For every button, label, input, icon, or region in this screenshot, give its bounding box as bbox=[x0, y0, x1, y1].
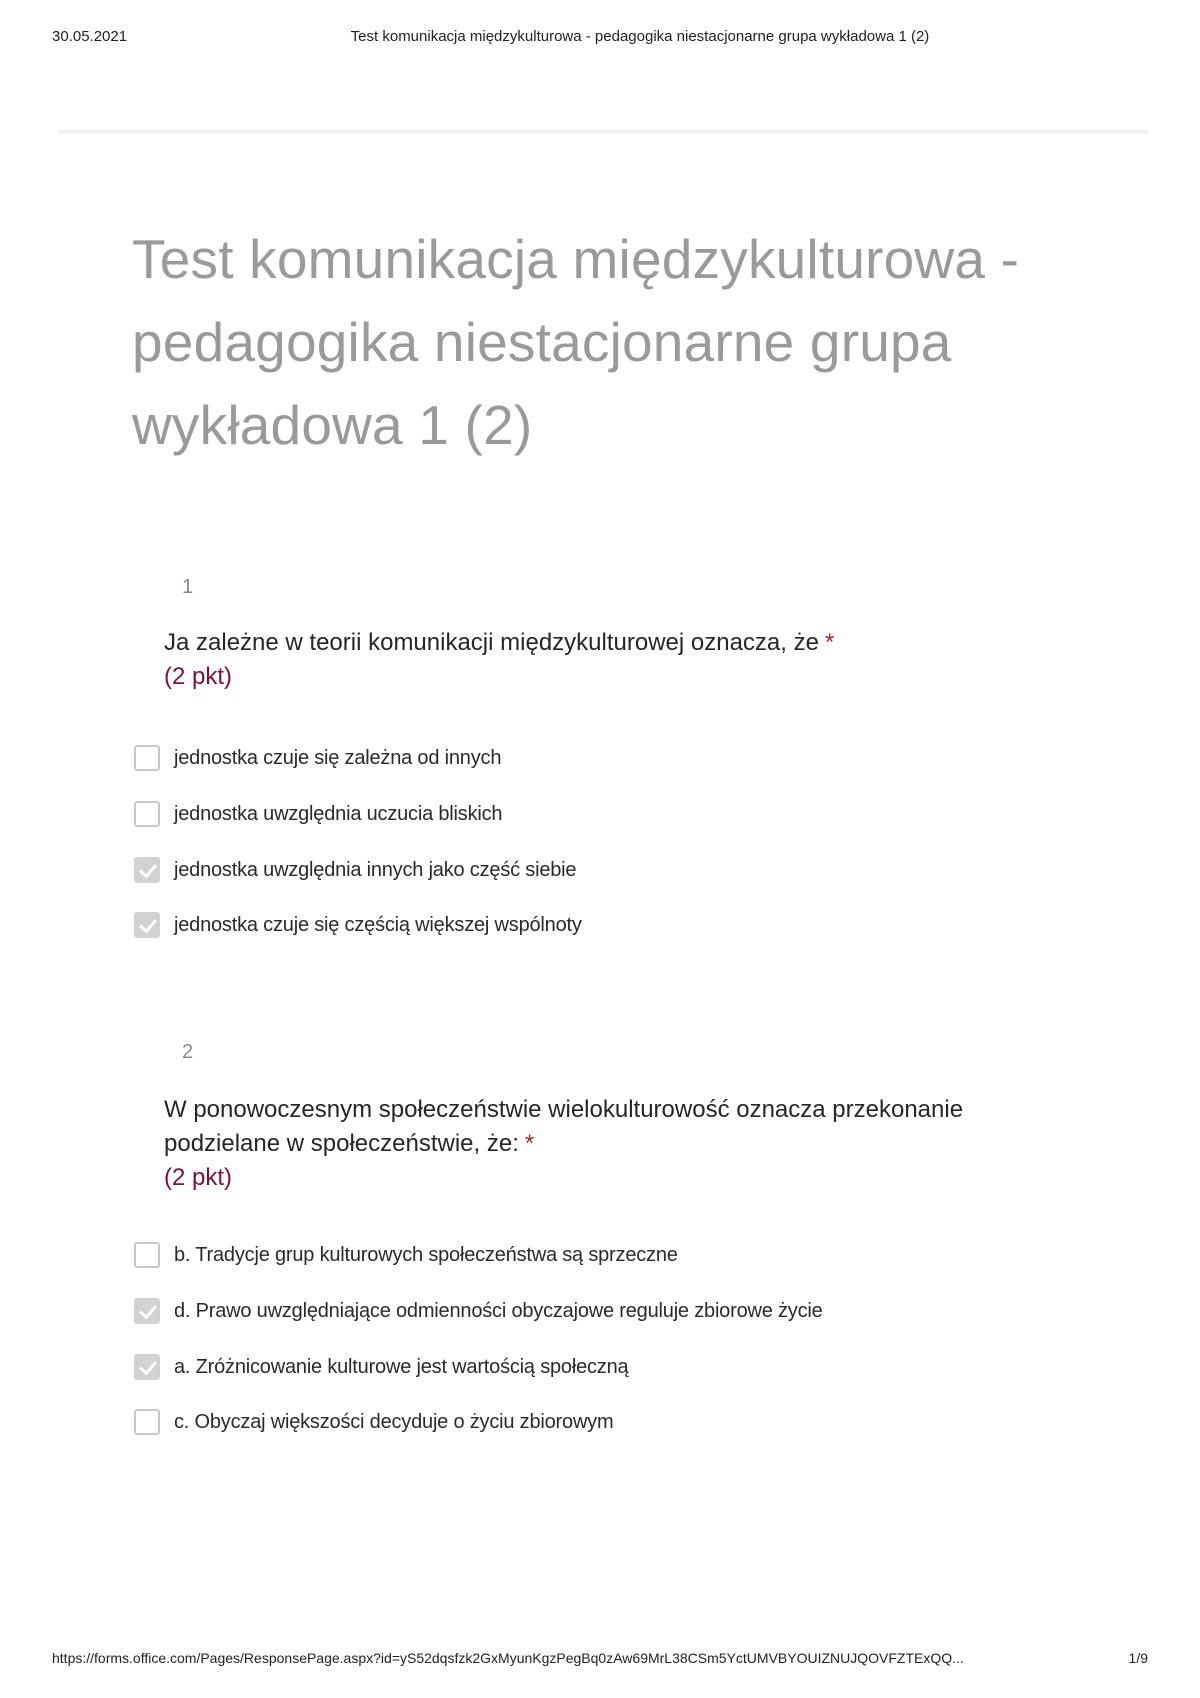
form-title bbox=[132, 218, 1112, 467]
question-text-line: Ja zależne w teorii komunikacji międzykulturowej oznacza, że bbox=[164, 629, 819, 656]
question-points: (2 pkt) bbox=[164, 663, 233, 690]
question-number: 1 bbox=[182, 576, 194, 598]
answer-option-label: jednostka czuje się częścią większej wspólnoty bbox=[174, 913, 582, 936]
checkbox-unchecked[interactable] bbox=[134, 801, 160, 827]
print-footer bbox=[52, 1650, 1148, 1670]
question-text bbox=[164, 1093, 1064, 1195]
form-title-line: wykładowa 1 (2) bbox=[132, 394, 533, 456]
answer-option-label: a. Zróżnicowanie kulturowe jest wartością społeczną bbox=[174, 1355, 629, 1378]
answer-option[interactable] bbox=[134, 855, 576, 885]
checkbox-checked[interactable] bbox=[134, 1298, 160, 1324]
answer-option-label: jednostka uwzględnia innych jako część siebie bbox=[174, 858, 577, 881]
answer-option-label: c. Obyczaj większości decyduje o życiu zbiorowym bbox=[174, 1410, 614, 1433]
page-number: 1/9 bbox=[1128, 1650, 1148, 1666]
answer-option[interactable] bbox=[134, 1240, 678, 1270]
question-points: (2 pkt) bbox=[164, 1164, 233, 1191]
form-header-divider bbox=[58, 130, 1148, 134]
answer-option-label: b. Tradycje grup kulturowych społeczeństwa są sprzeczne bbox=[174, 1243, 678, 1266]
answer-option[interactable] bbox=[134, 1296, 823, 1326]
answer-option-label: jednostka uwzględnia uczucia bliskich bbox=[174, 802, 503, 825]
question-text-line: W ponowoczesnym społeczeństwie wielokulturowość oznacza przekonanie bbox=[164, 1096, 964, 1123]
required-asterisk: * bbox=[524, 1130, 535, 1157]
checkbox-unchecked[interactable] bbox=[134, 745, 160, 771]
form-title-line: pedagogika niestacjonarne grupa bbox=[132, 311, 952, 373]
print-url: https://forms.office.com/Pages/ResponsePage.aspx?id=yS52dqsfzk2GxMyunKgzPegBq0zAw69MrL38CSm5YctUMVBYOUIZNUJQOVFZTExQQ... bbox=[52, 1650, 964, 1666]
print-date: 30.05.2021 bbox=[52, 28, 128, 45]
question-text bbox=[164, 626, 1064, 694]
answer-option[interactable] bbox=[134, 743, 501, 773]
question-text-line: podzielane w społeczeństwie, że: bbox=[164, 1130, 519, 1157]
question-number: 2 bbox=[182, 1041, 194, 1063]
checkbox-checked[interactable] bbox=[134, 857, 160, 883]
print-header bbox=[52, 28, 1148, 48]
answer-option-label: d. Prawo uwzględniające odmienności obyczajowe reguluje zbiorowe życie bbox=[174, 1299, 823, 1322]
print-page-title: Test komunikacja międzykulturowa - pedagogika niestacjonarne grupa wykładowa 1 (2) bbox=[350, 28, 930, 45]
checkbox-checked[interactable] bbox=[134, 912, 160, 938]
answer-option[interactable] bbox=[134, 1407, 613, 1437]
checkbox-checked[interactable] bbox=[134, 1354, 160, 1380]
form-title-line: Test komunikacja międzykulturowa - bbox=[132, 228, 1020, 290]
checkbox-unchecked[interactable] bbox=[134, 1242, 160, 1268]
answer-option[interactable] bbox=[134, 1352, 628, 1382]
answer-option[interactable] bbox=[134, 910, 582, 940]
required-asterisk: * bbox=[824, 629, 835, 656]
answer-option-label: jednostka czuje się zależna od innych bbox=[174, 746, 502, 769]
checkbox-unchecked[interactable] bbox=[134, 1409, 160, 1435]
answer-option[interactable] bbox=[134, 799, 502, 829]
